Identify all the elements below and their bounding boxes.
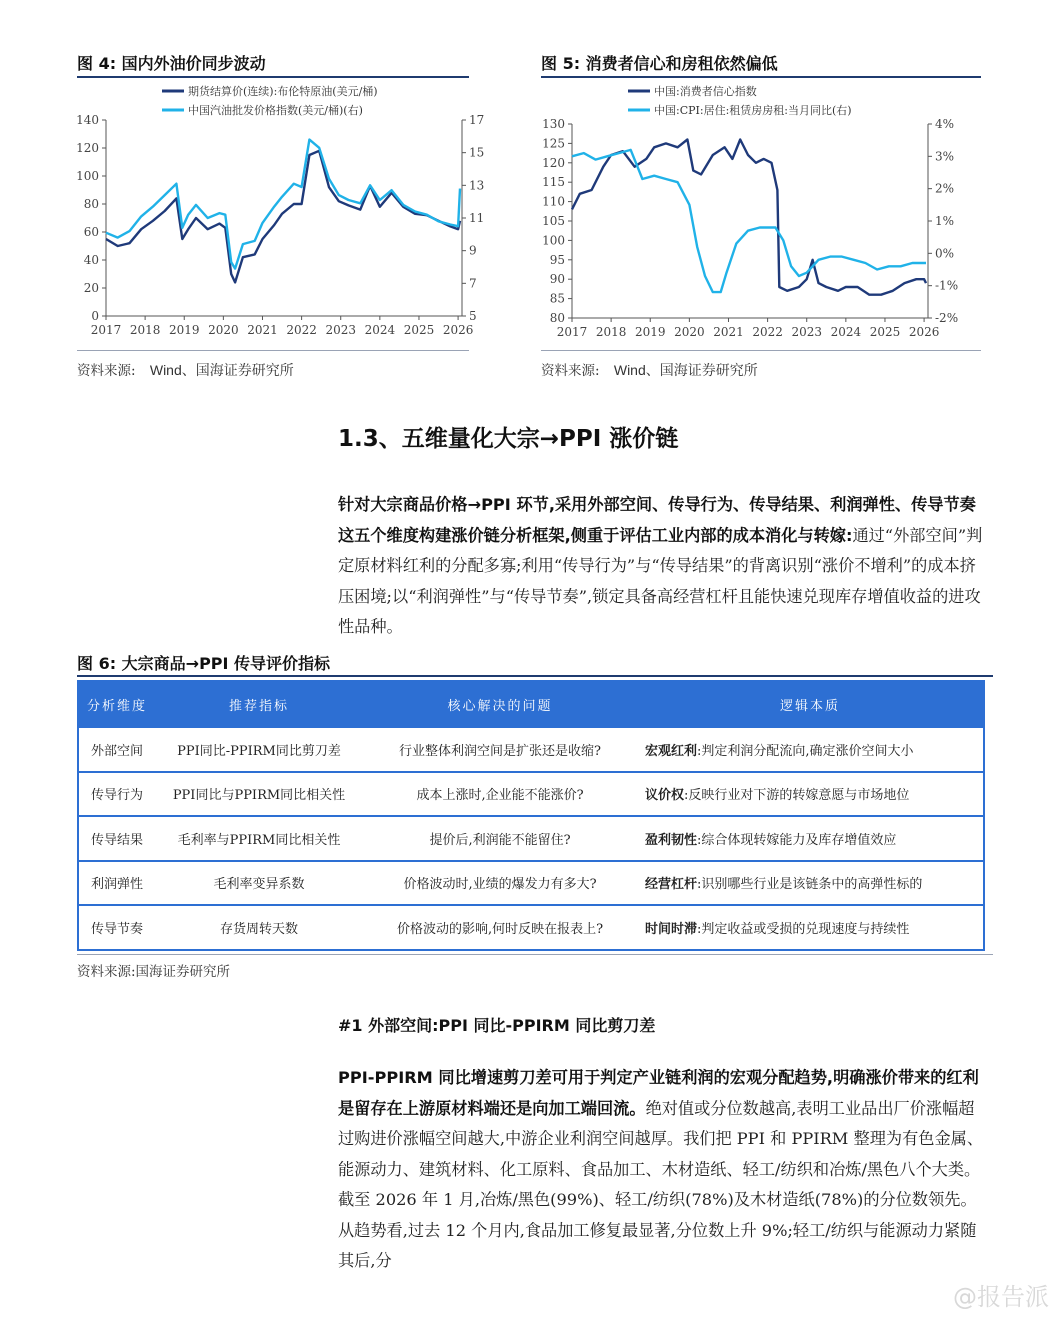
fig4-left-tick-label: 40	[83, 253, 99, 267]
fig5-chart	[536, 78, 981, 348]
fig5-source-label: 资料来源:	[541, 363, 600, 379]
fig4-chart	[70, 78, 485, 348]
row-logic	[637, 860, 983, 905]
fig4-right-tick-label: 17	[469, 113, 485, 127]
row-logic-key: 议价权	[645, 788, 685, 804]
table-row	[79, 904, 983, 949]
section-intro	[338, 490, 988, 643]
table-row	[79, 726, 983, 771]
table-row	[79, 815, 983, 860]
row-logic-value: :识别哪些行业是该链条中的高弹性标的	[697, 877, 923, 893]
row-dimension: 传导行为	[79, 771, 155, 816]
fig4-bottom-rule	[77, 350, 469, 351]
row-logic-value: :判定利润分配流向,确定涨价空间大小	[697, 743, 914, 759]
fig5-right-tick-label: 1%	[935, 214, 955, 228]
fig5-source-detail: Wind、国海证券研究所	[613, 362, 758, 378]
fig4-series-2-line	[106, 140, 460, 269]
fig6-bottom-rule	[77, 954, 993, 955]
fig5-right-tick-label: -2%	[935, 311, 959, 325]
row-logic-key: 时间时滞	[645, 921, 698, 937]
fig5-legend-label: 中国:CPI:居住:租赁房房租:当月同比(右)	[654, 104, 852, 117]
subsection-body-rest: 绝对值或分位数越高,表明工业品出厂价涨幅超过购进价涨幅空间越大,中游企业利润空间越厚。我们把 PPI 和 PPIRM 整理为有色金属、能源动力、建筑材料、化工原料、食品加工、木材造纸、轻工/纺织和冶炼/黑色八个大类。截至 2026 年 1 月,冶炼/黑色(99%)、轻工/纺织(78%)及木材造纸(78%)的分位数领先。从趋势看,过去 12 个月内,食品加工修复最显著,分位数上升 9%;轻工/纺织与能源动力紧随其后,分	[338, 1098, 984, 1270]
fig4-x-tick-label: 2025	[403, 323, 435, 337]
fig6-table	[77, 680, 985, 951]
fig4-right-tick-label: 11	[469, 211, 485, 225]
row-question: 成本上涨时,企业能不能涨价?	[363, 771, 637, 816]
fig5-x-tick-label: 2026	[908, 325, 940, 339]
row-logic	[637, 726, 983, 771]
subsection-heading: #1 外部空间:PPI 同比-PPIRM 同比剪刀差	[338, 1016, 656, 1035]
fig6-title-rule	[77, 675, 993, 677]
row-indicator: 毛利率与PPIRM同比相关性	[155, 815, 363, 860]
fig4-series-1-line	[106, 151, 460, 283]
fig5-left-tick-label: 90	[549, 272, 565, 287]
fig4-left-tick-label: 100	[76, 169, 99, 183]
row-logic	[637, 771, 983, 816]
row-indicator: 存货周转天数	[155, 904, 363, 949]
fig5-x-tick-label: 2025	[869, 325, 901, 339]
fig5-right-tick-label: 0%	[935, 246, 955, 261]
fig5-left-tick-label: 95	[549, 252, 565, 267]
fig5-left-tick-label: 110	[542, 194, 565, 209]
table-row	[79, 771, 983, 816]
row-question: 价格波动的影响,何时反映在报表上?	[363, 904, 637, 949]
fig4-x-tick-label: 2017	[90, 323, 122, 337]
fig4-right-tick-label: 13	[469, 178, 485, 193]
table-header-row	[79, 682, 983, 726]
fig5-left-tick-label: 120	[542, 155, 565, 170]
fig5-x-tick-label: 2017	[556, 325, 588, 339]
fig5-x-tick-label: 2019	[634, 325, 666, 339]
fig4-x-tick-label: 2023	[325, 323, 356, 337]
fig5-right-tick-label: 4%	[935, 117, 955, 131]
fig5-title: 图 5: 消费者信心和房租依然偏低	[541, 54, 778, 73]
fig6-source: 资料来源:国海证券研究所	[77, 964, 231, 980]
row-question: 提价后,利润能不能留住?	[363, 815, 637, 860]
header-question: 核心解决的问题	[363, 682, 637, 726]
fig4-x-tick-label: 2024	[364, 323, 396, 337]
row-logic-value: :反映行业对下游的转嫁意愿与市场地位	[684, 788, 910, 804]
table-row	[79, 860, 983, 905]
subsection-body-bold: PPI-PPIRM 同比增速剪刀差可用于判定产业链利润的宏观分配趋势,明确涨价带来的红利是留存在上游原材料端还是向加工端回流。	[338, 1068, 979, 1118]
fig5-left-tick-label: 115	[542, 175, 565, 190]
fig4-left-tick-label: 0	[91, 309, 99, 323]
row-logic-value: :综合体现转嫁能力及库存增值效应	[697, 832, 897, 848]
fig5-x-tick-label: 2024	[830, 325, 862, 339]
fig5-series-2-line	[572, 150, 926, 292]
fig4-x-tick-label: 2026	[442, 323, 474, 337]
fig4-legend-label: 期货结算价(连续):布伦特原油(美元/桶)	[188, 85, 378, 98]
fig5-right-tick-label: 3%	[935, 149, 955, 164]
section-intro-bold: 针对大宗商品价格→PPI 环节,采用外部空间、传导行为、传导结果、利润弹性、传导节奏这五个维度构建涨价链分析框架,侧重于评估工业内部的成本消化与转嫁:	[338, 495, 976, 545]
row-dimension: 外部空间	[79, 726, 155, 771]
fig5-left-tick-label: 100	[542, 233, 565, 248]
fig4-left-tick-label: 20	[83, 281, 99, 295]
fig5-right-tick-label: -1%	[935, 278, 959, 293]
fig4-left-tick-label: 60	[83, 225, 99, 239]
fig5-left-tick-label: 105	[542, 214, 565, 228]
header-indicator: 推荐指标	[155, 682, 363, 726]
header-dimension: 分析维度	[79, 682, 155, 726]
subsection-body	[338, 1063, 988, 1277]
header-logic: 逻辑本质	[637, 682, 983, 726]
fig4-source	[77, 359, 294, 380]
row-logic-value: :判定收益或受损的兑现速度与持续性	[697, 921, 910, 937]
row-logic	[637, 815, 983, 860]
fig5-left-tick-label: 85	[549, 291, 565, 306]
fig4-x-tick-label: 2020	[208, 323, 239, 337]
fig4-right-tick-label: 5	[469, 309, 477, 323]
row-dimension: 传导节奏	[79, 904, 155, 949]
row-logic-key: 经营杠杆	[645, 877, 698, 893]
fig5-legend-label: 中国:消费者信心指数	[654, 85, 757, 98]
row-indicator: 毛利率变异系数	[155, 860, 363, 905]
watermark: @报告派	[953, 1283, 1049, 1311]
fig4-x-tick-label: 2022	[286, 323, 317, 337]
fig4-left-tick-label: 140	[76, 113, 99, 127]
fig4-x-tick-label: 2021	[247, 323, 278, 337]
fig4-legend-label: 中国汽油批发价格指数(美元/桶)(右)	[188, 104, 363, 117]
section-intro-rest: 通过“外部空间”判定原材料红利的分配多寡;利用“传导行为”与“传导结果”的背离识别“涨价不增利”的成本挤压困境;以“利润弹性”与“传导节奏”,锁定具备高经营杠杆且能快速兑现库存增值收益的进攻性品种。	[338, 525, 983, 636]
row-logic-key: 盈利韧性	[645, 832, 698, 848]
fig5-source	[541, 359, 758, 380]
fig5-x-tick-label: 2020	[674, 325, 705, 339]
section-heading: 1.3、五维量化大宗→PPI 涨价链	[338, 426, 679, 452]
row-logic	[637, 904, 983, 949]
row-question: 行业整体利润空间是扩张还是收缩?	[363, 726, 637, 771]
row-dimension: 传导结果	[79, 815, 155, 860]
row-question: 价格波动时,业绩的爆发力有多大?	[363, 860, 637, 905]
fig4-source-label: 资料来源:	[77, 363, 136, 379]
fig6-title: 图 6: 大宗商品→PPI 传导评价指标	[77, 654, 331, 673]
row-dimension: 利润弹性	[79, 860, 155, 905]
fig4-x-tick-label: 2018	[129, 323, 161, 337]
fig5-x-tick-label: 2023	[791, 325, 822, 339]
fig5-bottom-rule	[541, 350, 981, 351]
fig4-left-tick-label: 120	[76, 141, 99, 155]
fig5-x-tick-label: 2021	[713, 325, 744, 339]
fig5-x-tick-label: 2022	[752, 325, 783, 339]
fig4-source-detail: Wind、国海证券研究所	[149, 362, 294, 378]
fig6-table-wrap	[77, 680, 985, 951]
row-logic-key: 宏观红利	[645, 743, 698, 759]
fig5-series-1-line	[572, 140, 926, 295]
fig4-x-tick-label: 2019	[168, 323, 200, 337]
fig5-right-tick-label: 2%	[935, 181, 955, 196]
row-indicator: PPI同比与PPIRM同比相关性	[155, 771, 363, 816]
fig5-x-tick-label: 2018	[595, 325, 627, 339]
fig5-left-tick-label: 80	[549, 311, 565, 325]
fig4-right-tick-label: 7	[469, 276, 477, 291]
fig5-left-tick-label: 130	[542, 117, 565, 131]
fig4-right-tick-label: 15	[469, 145, 485, 160]
fig4-title: 图 4: 国内外油价同步波动	[77, 54, 266, 73]
fig4-left-tick-label: 80	[83, 197, 99, 211]
fig5-left-tick-label: 125	[542, 136, 565, 151]
row-indicator: PPI同比-PPIRM同比剪刀差	[155, 726, 363, 771]
fig4-right-tick-label: 9	[469, 243, 477, 258]
